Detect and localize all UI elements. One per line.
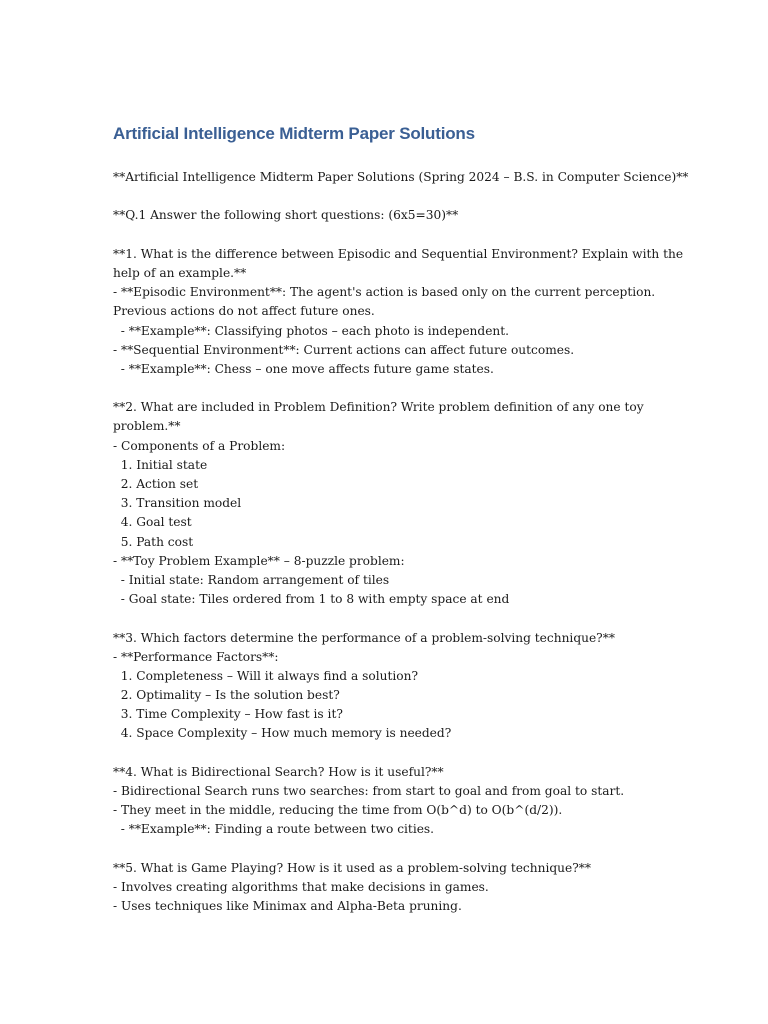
blank-line <box>113 840 658 859</box>
text-line: Previous actions do not affect future ones. <box>113 304 375 319</box>
text-line: 1. Initial state <box>113 457 208 472</box>
blank-line <box>113 226 658 245</box>
text-line: 3. Time Complexity – How fast is it? <box>113 707 343 722</box>
text-line: 3. Transition model <box>113 496 242 511</box>
text-line: - **Sequential Environment**: Current actions can affect future outcomes. <box>113 342 575 357</box>
text-line: - **Example**: Finding a route between two cities. <box>113 822 435 837</box>
text-line: - Components of a Problem: <box>113 438 286 453</box>
text-line: **4. What is Bidirectional Search? How is it useful?** <box>113 764 444 779</box>
blank-line <box>113 187 658 206</box>
text-line: - Goal state: Tiles ordered from 1 to 8 with empty space at end <box>113 592 510 607</box>
text-line: - Involves creating algorithms that make decisions in games. <box>113 879 489 894</box>
blank-line <box>113 379 658 398</box>
blank-line <box>113 744 658 763</box>
text-line: **1. What is the difference between Episodic and Sequential Environment? Explain with the <box>113 246 684 261</box>
text-line: **3. Which factors determine the performance of a problem-solving technique?** <box>113 630 615 645</box>
text-line: 4. Space Complexity – How much memory is needed? <box>113 726 452 741</box>
text-line: help of an example.** <box>113 265 247 280</box>
text-line: - **Example**: Chess – one move affects future game states. <box>113 361 494 376</box>
text-line: - **Toy Problem Example** – 8-puzzle problem: <box>113 553 405 568</box>
text-line: **Artificial Intelligence Midterm Paper Solutions (Spring 2024 – B.S. in Computer Science)** <box>113 170 689 184</box>
text-line: **2. What are included in Problem Definition? Write problem definition of any one toy <box>113 400 644 415</box>
text-line: - **Performance Factors**: <box>113 649 279 664</box>
text-line: 5. Path cost <box>113 534 194 549</box>
text-line: 4. Goal test <box>113 515 192 530</box>
text-line: - **Episodic Environment**: The agent's action is based only on the current perception. <box>113 285 656 300</box>
text-line: **Q.1 Answer the following short questions: (6x5=30)** <box>113 208 459 223</box>
text-line: problem.** <box>113 419 181 434</box>
text-line: **5. What is Game Playing? How is it used as a problem-solving technique?** <box>113 860 591 875</box>
text-line: - Uses techniques like Minimax and Alpha-Beta pruning. <box>113 899 462 914</box>
blank-line <box>113 609 658 628</box>
text-line: 1. Completeness – Will it always find a solution? <box>113 668 418 683</box>
text-line: - They meet in the middle, reducing the time from O(b^d) to O(b^(d/2)). <box>113 803 563 818</box>
text-line: 2. Action set <box>113 477 199 491</box>
document-body <box>113 168 689 916</box>
text-line: 2. Optimality – Is the solution best? <box>113 688 340 703</box>
text-line: - **Example**: Classifying photos – each photo is independent. <box>113 323 510 338</box>
text-line: - Bidirectional Search runs two searches: from start to goal and from goal to start. <box>113 784 625 798</box>
document-title: Artificial Intelligence Midterm Paper Solutions <box>113 124 475 143</box>
text-line: - Initial state: Random arrangement of tiles <box>113 572 390 587</box>
